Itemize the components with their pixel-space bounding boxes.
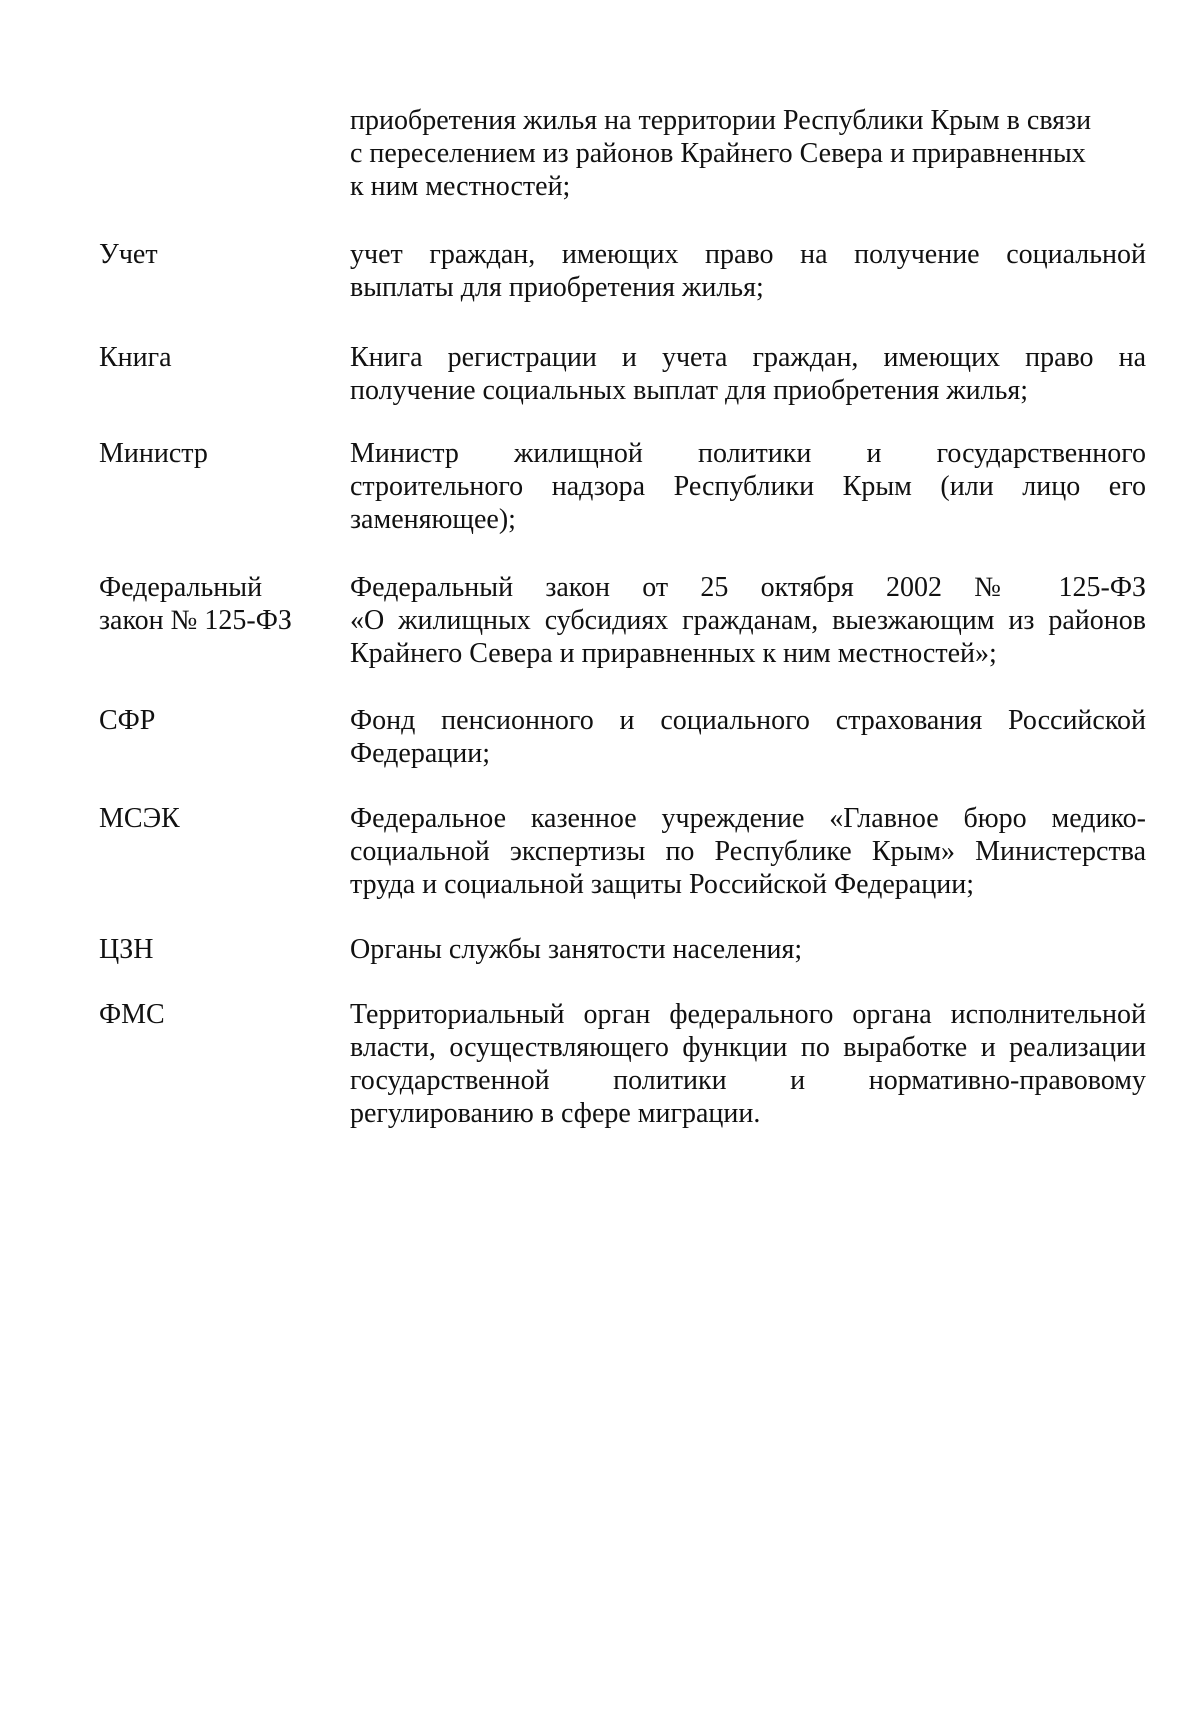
definition-term: ФМС <box>99 999 165 1030</box>
definition-term: МСЭК <box>99 803 180 834</box>
definition-text: Книга регистрации и учета граждан, имеющих право на получение социальных выплат для приобретения жилья; <box>350 342 1146 406</box>
lead-line: к ним местностей; <box>350 171 571 202</box>
lead-line: с переселением из районов Крайнего Севера и приравненных <box>350 138 1086 169</box>
lead-paragraph <box>350 104 1146 203</box>
lead-line: приобретения жилья на территории Республики Крым в связи <box>350 105 1092 136</box>
definition-term: Учет <box>99 239 158 270</box>
definition-text: Органы службы занятости населения; <box>350 934 803 965</box>
definition-term: Федеральный закон № 125-ФЗ <box>99 572 292 636</box>
definition-text: Федеральное казенное учреждение «Главное бюро медико- социальной экспертизы по Республике Крым» Министерства труда и социальной защиты Российской Федерации; <box>350 803 1146 900</box>
definition-text: учет граждан, имеющих право на получение социальной выплаты для приобретения жилья; <box>350 239 1146 303</box>
definition-term: СФР <box>99 705 156 736</box>
definition-term: Книга <box>99 342 172 373</box>
definition-text: Фонд пенсионного и социального страхования Российской Федерации; <box>350 705 1146 769</box>
definition-term: Министр <box>99 438 208 469</box>
definition-text: Министр жилищной политики и государственного строительного надзора Республики Крым (или лицо его заменяющее); <box>350 438 1146 535</box>
definition-term: ЦЗН <box>99 934 154 965</box>
definition-text: Территориальный орган федерального органа исполнительной власти, осуществляющего функции по выработке и реализации государственной политики и нормативно-правовому регулированию в сфере миграции. <box>350 999 1146 1129</box>
definition-text: Федеральный закон от 25 октября 2002 № 125-ФЗ «О жилищных субсидиях гражданам, выезжающим из районов Крайнего Севера и приравненных к ним местностей»; <box>350 572 1146 669</box>
